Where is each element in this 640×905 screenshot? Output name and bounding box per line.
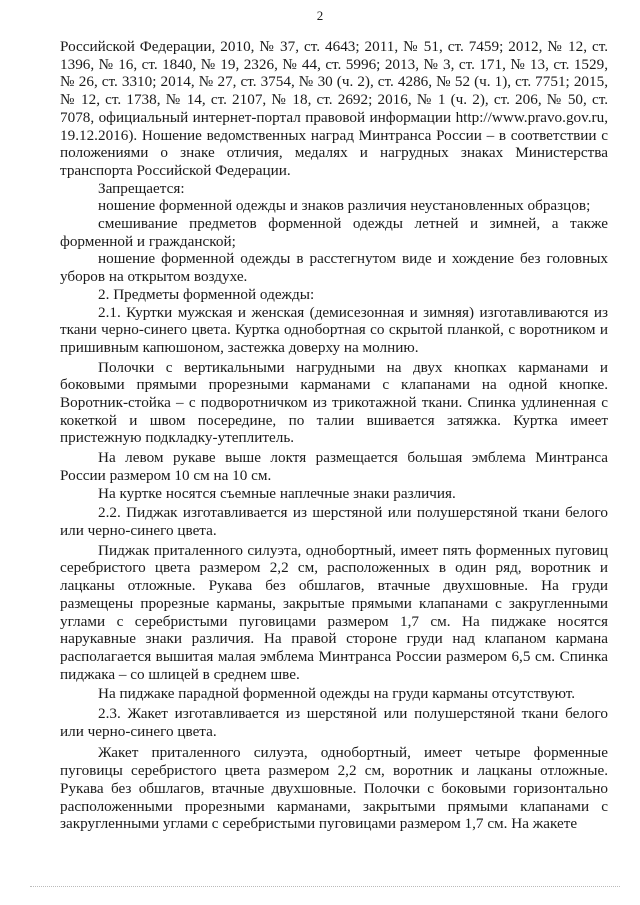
paragraph-women-jacket-description: Жакет приталенного силуэта, однобортный, имеет четыре форменные пуговицы серебристого цвета размером 2,2 см, воротник и лацканы отложные. Рукава без обшлагов, втачные двухшовные. Полочки с боковыми горизонтально расположенными прорезными карманами, закрытыми прямыми клапанами с закругленными углами с серебристыми пуговицами размером 1,7 см. На жакете	[60, 744, 608, 833]
paragraph-2-1-jackets: 2.1. Куртки мужская и женская (демисезонная и зимняя) изготавливаются из ткани черно-синего цвета. Куртка однобортная со скрытой планкой, с воротником и пришивным капюшоном, застежка доверху на молнию.	[60, 303, 608, 356]
document-body	[60, 38, 608, 833]
paragraph-blazer-dress: На пиджаке парадной форменной одежды на груди карманы отсутствуют.	[98, 685, 576, 703]
paragraph-blazer-description: Пиджак приталенного силуэта, однобортный, имеет пять форменных пуговиц серебристого цвета размером 2,2 см, расположенных в один ряд, воротник и лацканы отложные. Рукава без обшлагов, втачные двухшовные. На груди размещены прорезные карманы, закрытые прямыми клапанами с закругленными углами с серебристыми пуговицами размером 1,7 см. На пиджаке носятся нарукавные знаки различия. На правой стороне груди над клапаном кармана располагается вышитая малая эмблема Минтранса России размером 6,5 см. Спинка пиджака – со шлицей в среднем шве.	[60, 541, 608, 683]
paragraph-prohibited-item-3: ношение форменной одежды в расстегнутом виде и хождение без головных уборов на открытом воздухе.	[60, 250, 608, 286]
paragraph-prohibited-item-2: смешивание предметов форменной одежды летней и зимней, а также форменной и гражданской;	[60, 215, 608, 250]
footer-divider	[30, 886, 620, 887]
paragraph-2-3-women-jacket: 2.3. Жакет изготавливается из шерстяной или полушерстяной ткани белого или черно-синего цвета.	[60, 705, 608, 740]
paragraph-2-2-blazer: 2.2. Пиджак изготавливается из шерстяной или полушерстяной ткани белого или черно-синего цвета.	[60, 504, 608, 539]
section-heading-uniform-items: 2. Предметы форменной одежды:	[98, 285, 315, 303]
paragraph-prohibited-item-1: ношение форменной одежды и знаков различия неустановленных образцов;	[98, 197, 591, 215]
paragraph-jacket-emblem: На левом рукаве выше локтя размещается большая эмблема Минтранса России размером 10 см на 10 см.	[60, 449, 608, 484]
paragraph-jacket-insignia: На куртке носятся съемные наплечные знаки различия.	[98, 484, 456, 502]
paragraph-prohibited-heading: Запрещается:	[98, 179, 185, 197]
paragraph-jacket-fronts: Полочки с вертикальными нагрудными на двух кнопках карманами и боковыми прямыми прорезными карманами с клапанами на одной кнопке. Воротник-стойка – с подворотничком из трикотажной ткани. Спинка удлиненная с кокеткой и швом посередине, по талии вшивается затяжка. Куртка имеет пристежную подкладку-утеплитель.	[60, 358, 608, 447]
page-number: 2	[316, 8, 324, 23]
paragraph-legal-references: Российской Федерации, 2010, № 37, ст. 4643; 2011, № 51, ст. 7459; 2012, № 12, ст. 1396, № 16, ст. 1840, № 19, 2326, № 44, ст. 5996; 2013, № 3, ст. 171, № 13, ст. 1529, № 26, ст. 3310; 2014, № 27, ст. 3754, № 30 (ч. 2), ст. 4286, № 52 (ч. 1), ст. 7751; 2015, № 12, ст. 1738, № 14, ст. 2107, № 18, ст. 2692; 2016, № 1 (ч. 2), ст. 206, № 50, ст. 7078, официальный интернет-портал правовой информации http://www.pravo.gov.ru, 19.12.2016). Ношение ведомственных наград Минтранса России – в соответствии с положениями о знаке отличия, медалях и нагрудных знаках Министерства транспорта Российской Федерации.	[60, 38, 608, 179]
